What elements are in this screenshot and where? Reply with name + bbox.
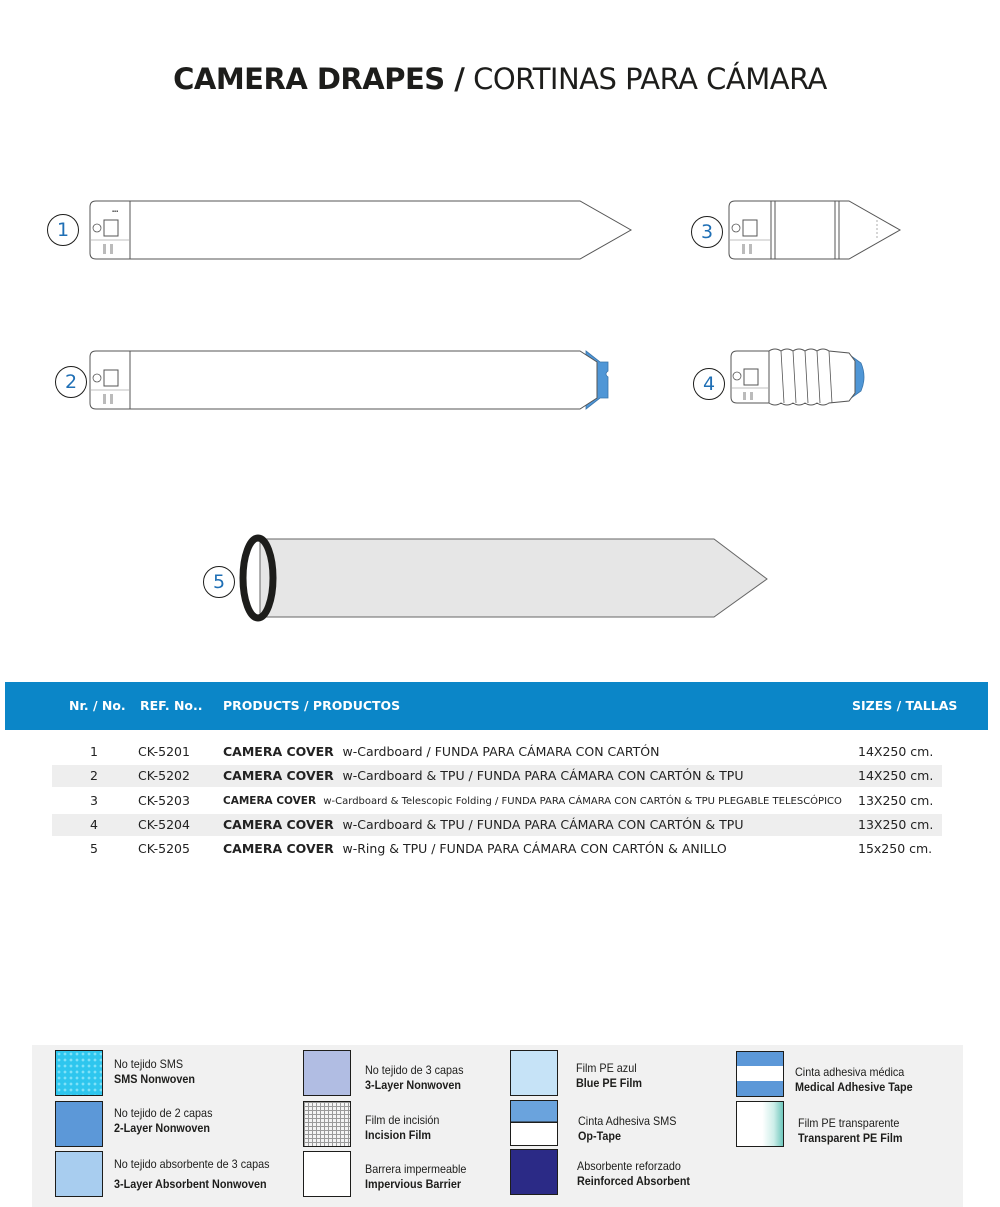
- table-row: [52, 790, 942, 812]
- legend-label-en: Transparent PE Film: [798, 1131, 903, 1145]
- legend-item-medical-adhesive-tape: [795, 1065, 913, 1095]
- drape-2-illustration: [88, 350, 614, 412]
- legend-label-es: No tejido SMS: [114, 1057, 184, 1071]
- page-title: [0, 62, 1000, 96]
- row-reference: CK-5204: [138, 817, 190, 832]
- legend-label-en: Reinforced Absorbent: [577, 1174, 691, 1188]
- row-product: [223, 790, 842, 813]
- legend-item-two-layer: [114, 1106, 212, 1136]
- row-reference: CK-5203: [138, 793, 190, 808]
- drape-5-illustration: [238, 535, 770, 623]
- blue-pe-film-swatch: [510, 1050, 558, 1096]
- row-size: 13X250 cm.: [858, 793, 934, 808]
- legend-item-sms: [114, 1057, 195, 1087]
- legend-label-es: Film de incisión: [365, 1113, 440, 1127]
- legend-label-en: Impervious Barrier: [365, 1177, 462, 1191]
- row-product: [223, 765, 743, 787]
- row-size: 14X250 cm.: [858, 744, 934, 759]
- legend-label-es: Film PE transparente: [798, 1116, 900, 1130]
- legend-label-es: Film PE azul: [576, 1061, 637, 1075]
- two-layer-nonwoven-swatch: [55, 1101, 103, 1147]
- table-header: [5, 682, 988, 730]
- column-header-nr: Nr. / No.: [69, 698, 126, 713]
- legend-label-es: Absorbente reforzado: [577, 1159, 681, 1173]
- legend-item-transparent-pe-film: [798, 1116, 902, 1146]
- materials-legend: [32, 1045, 963, 1207]
- title-spanish: CORTINAS PARA CÁMARA: [473, 62, 827, 96]
- op-tape-swatch: [510, 1100, 558, 1146]
- row-reference: CK-5202: [138, 768, 190, 783]
- legend-item-three-layer: [365, 1063, 463, 1093]
- row-size: 13X250 cm.: [858, 817, 934, 832]
- product-description: w-Cardboard & TPU / FUNDA PARA CÁMARA CON CARTÓN & TPU: [342, 768, 744, 783]
- three-layer-nonwoven-swatch: [303, 1050, 351, 1096]
- row-reference: CK-5201: [138, 744, 190, 759]
- legend-item-incision-film: [365, 1113, 439, 1143]
- legend-item-op-tape: [578, 1114, 676, 1144]
- figure-number-4: 4: [693, 368, 725, 400]
- legend-label-es: No tejido absorbente de 3 capas: [114, 1157, 270, 1171]
- legend-label-en: 2-Layer Nonwoven: [114, 1121, 211, 1135]
- table-row: [52, 741, 942, 763]
- row-number: 4: [90, 817, 98, 832]
- drape-1-illustration: [88, 200, 634, 262]
- legend-label-en: Blue PE Film: [576, 1076, 643, 1090]
- row-product: [223, 814, 743, 836]
- column-header-ref: REF. No..: [140, 698, 203, 713]
- legend-label-en: Medical Adhesive Tape: [795, 1080, 913, 1094]
- legend-item-three-layer-absorbent: [114, 1157, 270, 1192]
- column-header-products: PRODUCTS / PRODUCTOS: [223, 698, 401, 713]
- figure-number-3: 3: [691, 216, 723, 248]
- legend-label-en: Incision Film: [365, 1128, 432, 1142]
- row-number: 2: [90, 768, 98, 783]
- product-description: w-Cardboard & TPU / FUNDA PARA CÁMARA CON CARTÓN & TPU: [342, 817, 744, 832]
- impervious-barrier-swatch: [303, 1151, 351, 1197]
- product-description: w-Ring & TPU / FUNDA PARA CÁMARA CON CARTÓN & ANILLO: [342, 841, 727, 856]
- row-size: 14X250 cm.: [858, 768, 934, 783]
- legend-item-blue-pe-film: [576, 1061, 642, 1091]
- product-name: CAMERA COVER: [223, 744, 334, 759]
- legend-label-en: Op-Tape: [578, 1129, 622, 1143]
- transparent-pe-film-swatch: [736, 1101, 784, 1147]
- figure-number-5: 5: [203, 566, 235, 598]
- row-number: 5: [90, 841, 98, 856]
- title-english: CAMERA DRAPES /: [173, 62, 465, 96]
- legend-label-es: No tejido de 2 capas: [114, 1106, 213, 1120]
- medical-adhesive-tape-swatch: [736, 1051, 784, 1097]
- row-product: [223, 741, 659, 763]
- row-product: [223, 838, 727, 860]
- table-row: [52, 814, 942, 836]
- row-size: 15x250 cm.: [858, 841, 933, 856]
- drape-4-illustration: [729, 347, 869, 409]
- column-header-sizes: SIZES / TALLAS: [852, 698, 958, 713]
- legend-label-en: SMS Nonwoven: [114, 1072, 196, 1086]
- figure-number-2: 2: [55, 366, 87, 398]
- figure-number-1: 1: [47, 214, 79, 246]
- product-name: CAMERA COVER: [223, 841, 334, 856]
- svg-text:▪▪▪: ▪▪▪: [112, 209, 119, 213]
- legend-label-en: 3-Layer Nonwoven: [365, 1078, 462, 1092]
- incision-film-swatch: [303, 1101, 351, 1147]
- legend-item-impervious-barrier: [365, 1162, 466, 1192]
- drape-3-illustration: [727, 200, 903, 262]
- three-layer-absorbent-swatch: [55, 1151, 103, 1197]
- legend-label-es: Barrera impermeable: [365, 1162, 467, 1176]
- legend-label-es: No tejido de 3 capas: [365, 1063, 464, 1077]
- legend-label-es: Cinta adhesiva médica: [795, 1065, 905, 1079]
- row-number: 3: [90, 793, 98, 808]
- row-number: 1: [90, 744, 98, 759]
- row-reference: CK-5205: [138, 841, 190, 856]
- product-description: w-Cardboard & Telescopic Folding / FUNDA PARA CÁMARA CON CARTÓN & TPU PLEGABLE TELESCÓPICO: [323, 796, 842, 807]
- legend-label-en: 3-Layer Absorbent Nonwoven: [114, 1177, 267, 1191]
- product-name: CAMERA COVER: [223, 795, 317, 807]
- sms-nonwoven-swatch: [55, 1050, 103, 1096]
- product-description: w-Cardboard / FUNDA PARA CÁMARA CON CARTÓN: [342, 744, 660, 759]
- table-row: [52, 765, 942, 787]
- legend-label-es: Cinta Adhesiva SMS: [578, 1114, 677, 1128]
- reinforced-absorbent-swatch: [510, 1149, 558, 1195]
- table-row: [52, 838, 942, 860]
- product-name: CAMERA COVER: [223, 768, 334, 783]
- legend-item-reinforced-absorbent: [577, 1159, 690, 1189]
- product-name: CAMERA COVER: [223, 817, 334, 832]
